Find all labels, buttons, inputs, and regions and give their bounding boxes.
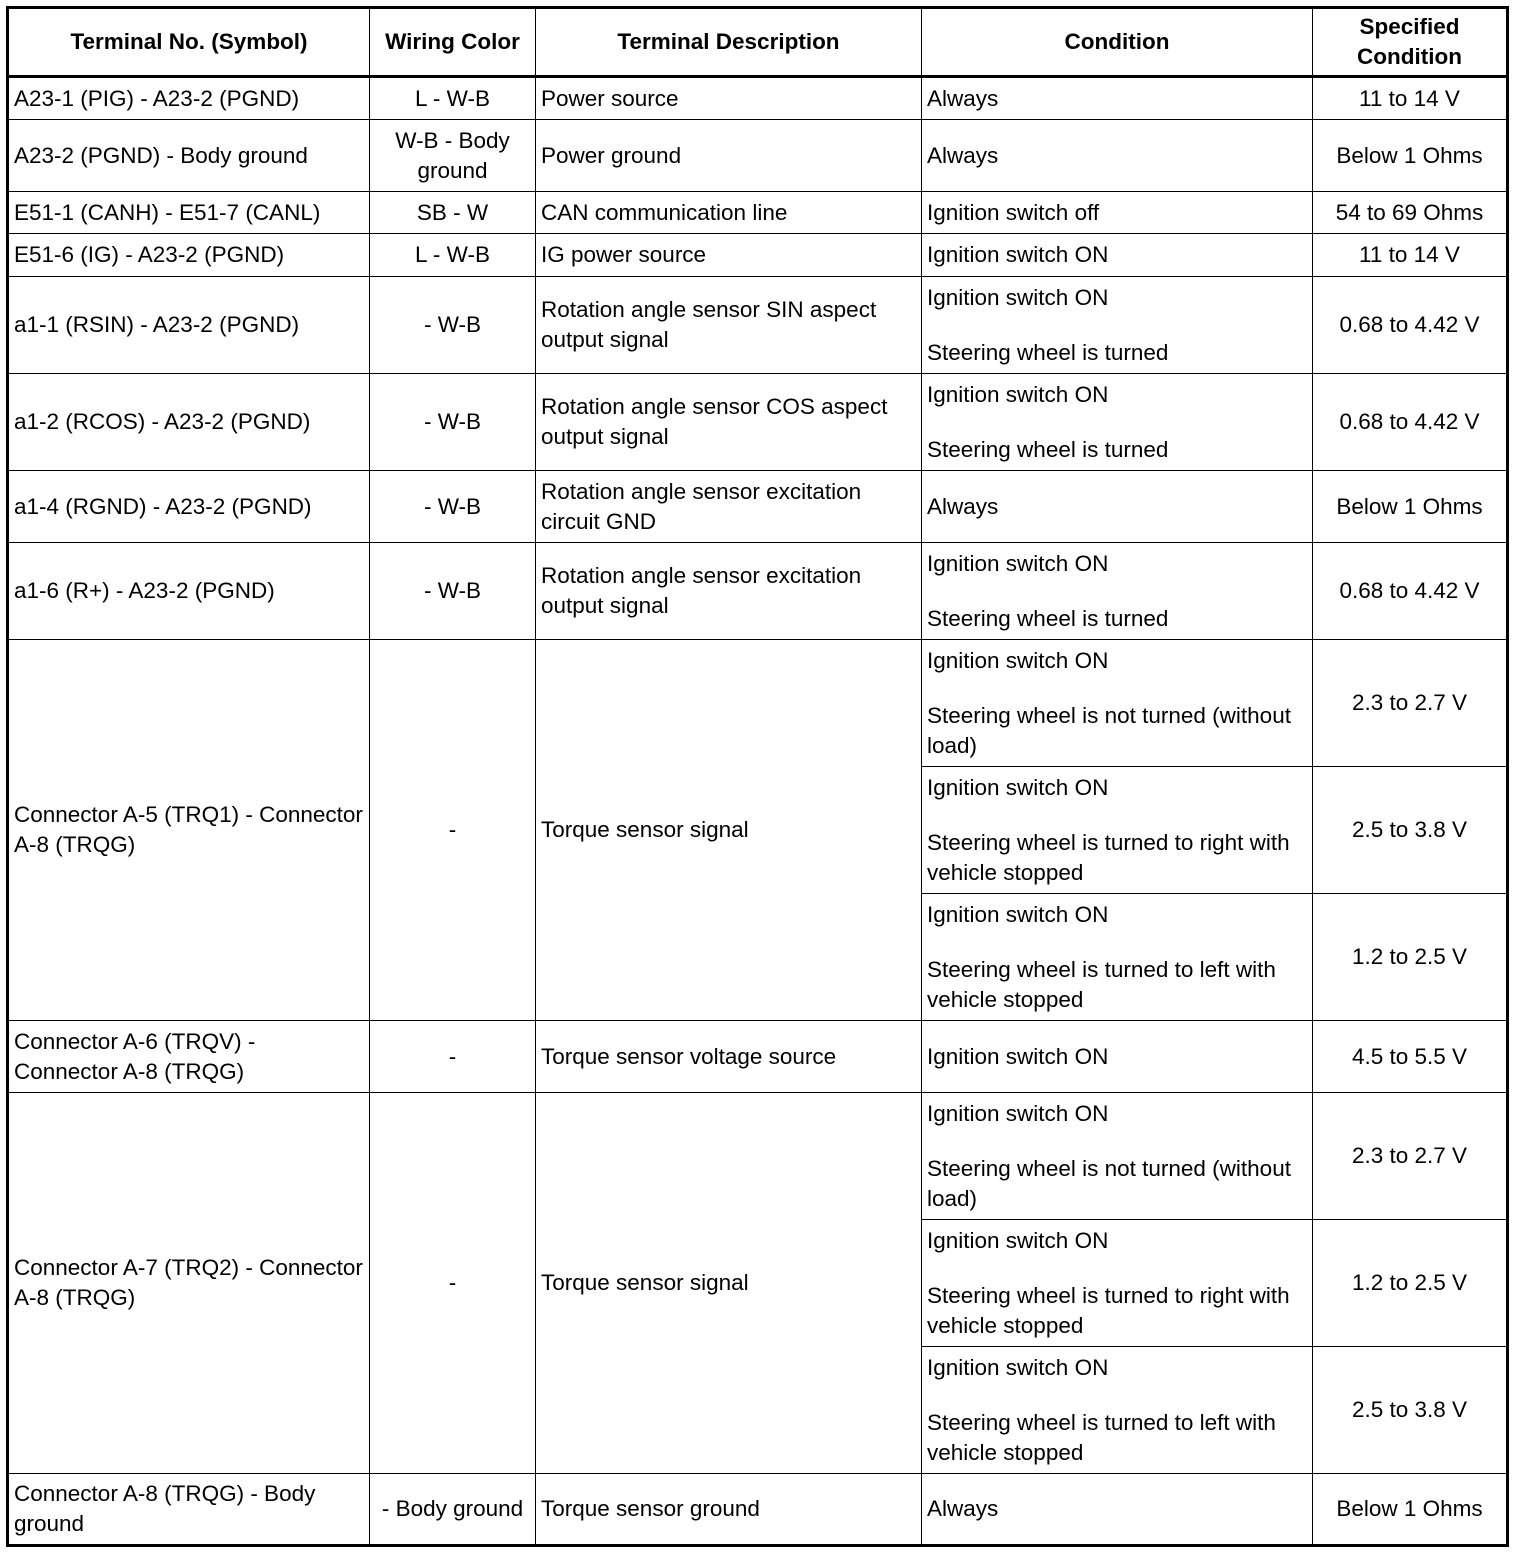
condition-line: Ignition switch ON xyxy=(927,1354,1109,1380)
condition-cell xyxy=(922,1093,1313,1220)
condition-line: Ignition switch ON xyxy=(927,1100,1109,1126)
specified-cell: 11 to 14 V xyxy=(1313,77,1508,120)
condition-line: Steering wheel is turned xyxy=(927,436,1169,462)
terminal-cell: Connector A-5 (TRQ1) - Connector A-8 (TRQG) xyxy=(8,640,370,1021)
specified-cell: 4.5 to 5.5 V xyxy=(1313,1021,1508,1093)
specified-cell: 0.68 to 4.42 V xyxy=(1313,543,1508,640)
wiring-cell: L - W-B xyxy=(370,234,536,277)
table-row xyxy=(8,374,1508,471)
condition-line: Steering wheel is turned to right with vehicle stopped xyxy=(927,1282,1290,1338)
condition-cell xyxy=(922,277,1313,374)
description-cell: Torque sensor voltage source xyxy=(536,1021,922,1093)
description-cell: Power ground xyxy=(536,120,922,192)
specified-cell: 2.5 to 3.8 V xyxy=(1313,1347,1508,1474)
condition-line: Steering wheel is turned to right with vehicle stopped xyxy=(927,829,1290,885)
table-row xyxy=(8,1474,1508,1546)
terminal-cell: A23-1 (PIG) - A23-2 (PGND) xyxy=(8,77,370,120)
header-specified-condition: Specified Condition xyxy=(1313,8,1508,77)
terminal-cell: Connector A-6 (TRQV) - Connector A-8 (TRQG) xyxy=(8,1021,370,1093)
wiring-cell: W-B - Body ground xyxy=(370,120,536,192)
specified-cell: 0.68 to 4.42 V xyxy=(1313,374,1508,471)
condition-line: Ignition switch ON xyxy=(927,284,1109,310)
terminal-cell: E51-6 (IG) - A23-2 (PGND) xyxy=(8,234,370,277)
specified-cell: 54 to 69 Ohms xyxy=(1313,192,1508,234)
condition-cell xyxy=(922,767,1313,894)
condition-cell xyxy=(922,894,1313,1021)
wiring-cell: L - W-B xyxy=(370,77,536,120)
terminal-cell: E51-1 (CANH) - E51-7 (CANL) xyxy=(8,192,370,234)
condition-cell: Ignition switch off xyxy=(922,192,1313,234)
table-row xyxy=(8,1093,1508,1220)
spec-table-container xyxy=(6,6,1509,1547)
condition-line: Ignition switch ON xyxy=(927,381,1109,407)
condition-cell: Always xyxy=(922,120,1313,192)
header-row xyxy=(8,8,1508,77)
specified-cell: 11 to 14 V xyxy=(1313,234,1508,277)
condition-line: Steering wheel is turned to left with vehicle stopped xyxy=(927,1409,1276,1465)
description-cell: Torque sensor ground xyxy=(536,1474,922,1546)
condition-cell: Always xyxy=(922,1474,1313,1546)
condition-cell: Always xyxy=(922,471,1313,543)
condition-line: Ignition switch ON xyxy=(927,774,1109,800)
condition-line: Steering wheel is turned xyxy=(927,605,1169,631)
table-row xyxy=(8,471,1508,543)
terminal-cell: Connector A-8 (TRQG) - Body ground xyxy=(8,1474,370,1546)
wiring-cell: - xyxy=(370,640,536,1021)
terminal-cell: A23-2 (PGND) - Body ground xyxy=(8,120,370,192)
description-cell: Rotation angle sensor excitation circuit GND xyxy=(536,471,922,543)
table-row xyxy=(8,120,1508,192)
header-terminal-description: Terminal Description xyxy=(536,8,922,77)
condition-cell xyxy=(922,640,1313,767)
table-row xyxy=(8,277,1508,374)
table-row xyxy=(8,234,1508,277)
condition-line: Ignition switch ON xyxy=(927,901,1109,927)
specified-cell: Below 1 Ohms xyxy=(1313,1474,1508,1546)
terminal-cell: Connector A-7 (TRQ2) - Connector A-8 (TRQG) xyxy=(8,1093,370,1474)
description-cell: Torque sensor signal xyxy=(536,1093,922,1474)
condition-line: Ignition switch ON xyxy=(927,647,1109,673)
condition-line: Steering wheel is turned xyxy=(927,339,1169,365)
wiring-cell: - xyxy=(370,1093,536,1474)
description-cell: Torque sensor signal xyxy=(536,640,922,1021)
specified-cell: 1.2 to 2.5 V xyxy=(1313,894,1508,1021)
terminal-cell: a1-2 (RCOS) - A23-2 (PGND) xyxy=(8,374,370,471)
wiring-cell: SB - W xyxy=(370,192,536,234)
condition-cell: Always xyxy=(922,77,1313,120)
description-cell: Power source xyxy=(536,77,922,120)
table-row xyxy=(8,1021,1508,1093)
description-cell: IG power source xyxy=(536,234,922,277)
terminal-cell: a1-4 (RGND) - A23-2 (PGND) xyxy=(8,471,370,543)
terminal-spec-table xyxy=(6,6,1509,1547)
description-cell: Rotation angle sensor excitation output signal xyxy=(536,543,922,640)
condition-line: Steering wheel is turned to left with vehicle stopped xyxy=(927,956,1276,1012)
terminal-cell: a1-6 (R+) - A23-2 (PGND) xyxy=(8,543,370,640)
table-row xyxy=(8,543,1508,640)
description-cell: Rotation angle sensor SIN aspect output signal xyxy=(536,277,922,374)
header-condition: Condition xyxy=(922,8,1313,77)
specified-cell: 2.5 to 3.8 V xyxy=(1313,767,1508,894)
wiring-cell: - W-B xyxy=(370,277,536,374)
specified-cell: Below 1 Ohms xyxy=(1313,471,1508,543)
wiring-cell: - xyxy=(370,1021,536,1093)
header-terminal: Terminal No. (Symbol) xyxy=(8,8,370,77)
specified-cell: 2.3 to 2.7 V xyxy=(1313,1093,1508,1220)
specified-cell: 2.3 to 2.7 V xyxy=(1313,640,1508,767)
condition-line: Steering wheel is not turned (without load) xyxy=(927,1155,1291,1211)
condition-cell xyxy=(922,1347,1313,1474)
condition-cell: Ignition switch ON xyxy=(922,234,1313,277)
table-row xyxy=(8,640,1508,767)
condition-cell: Ignition switch ON xyxy=(922,1021,1313,1093)
description-cell: Rotation angle sensor COS aspect output signal xyxy=(536,374,922,471)
condition-line: Steering wheel is not turned (without load) xyxy=(927,702,1291,758)
specified-cell: Below 1 Ohms xyxy=(1313,120,1508,192)
wiring-cell: - W-B xyxy=(370,471,536,543)
table-row xyxy=(8,77,1508,120)
description-cell: CAN communication line xyxy=(536,192,922,234)
condition-cell xyxy=(922,374,1313,471)
condition-line: Ignition switch ON xyxy=(927,550,1109,576)
table-row xyxy=(8,192,1508,234)
specified-cell: 1.2 to 2.5 V xyxy=(1313,1220,1508,1347)
wiring-cell: - Body ground xyxy=(370,1474,536,1546)
condition-cell xyxy=(922,543,1313,640)
wiring-cell: - W-B xyxy=(370,374,536,471)
condition-cell xyxy=(922,1220,1313,1347)
header-wiring-color: Wiring Color xyxy=(370,8,536,77)
condition-line: Ignition switch ON xyxy=(927,1227,1109,1253)
wiring-cell: - W-B xyxy=(370,543,536,640)
terminal-cell: a1-1 (RSIN) - A23-2 (PGND) xyxy=(8,277,370,374)
specified-cell: 0.68 to 4.42 V xyxy=(1313,277,1508,374)
